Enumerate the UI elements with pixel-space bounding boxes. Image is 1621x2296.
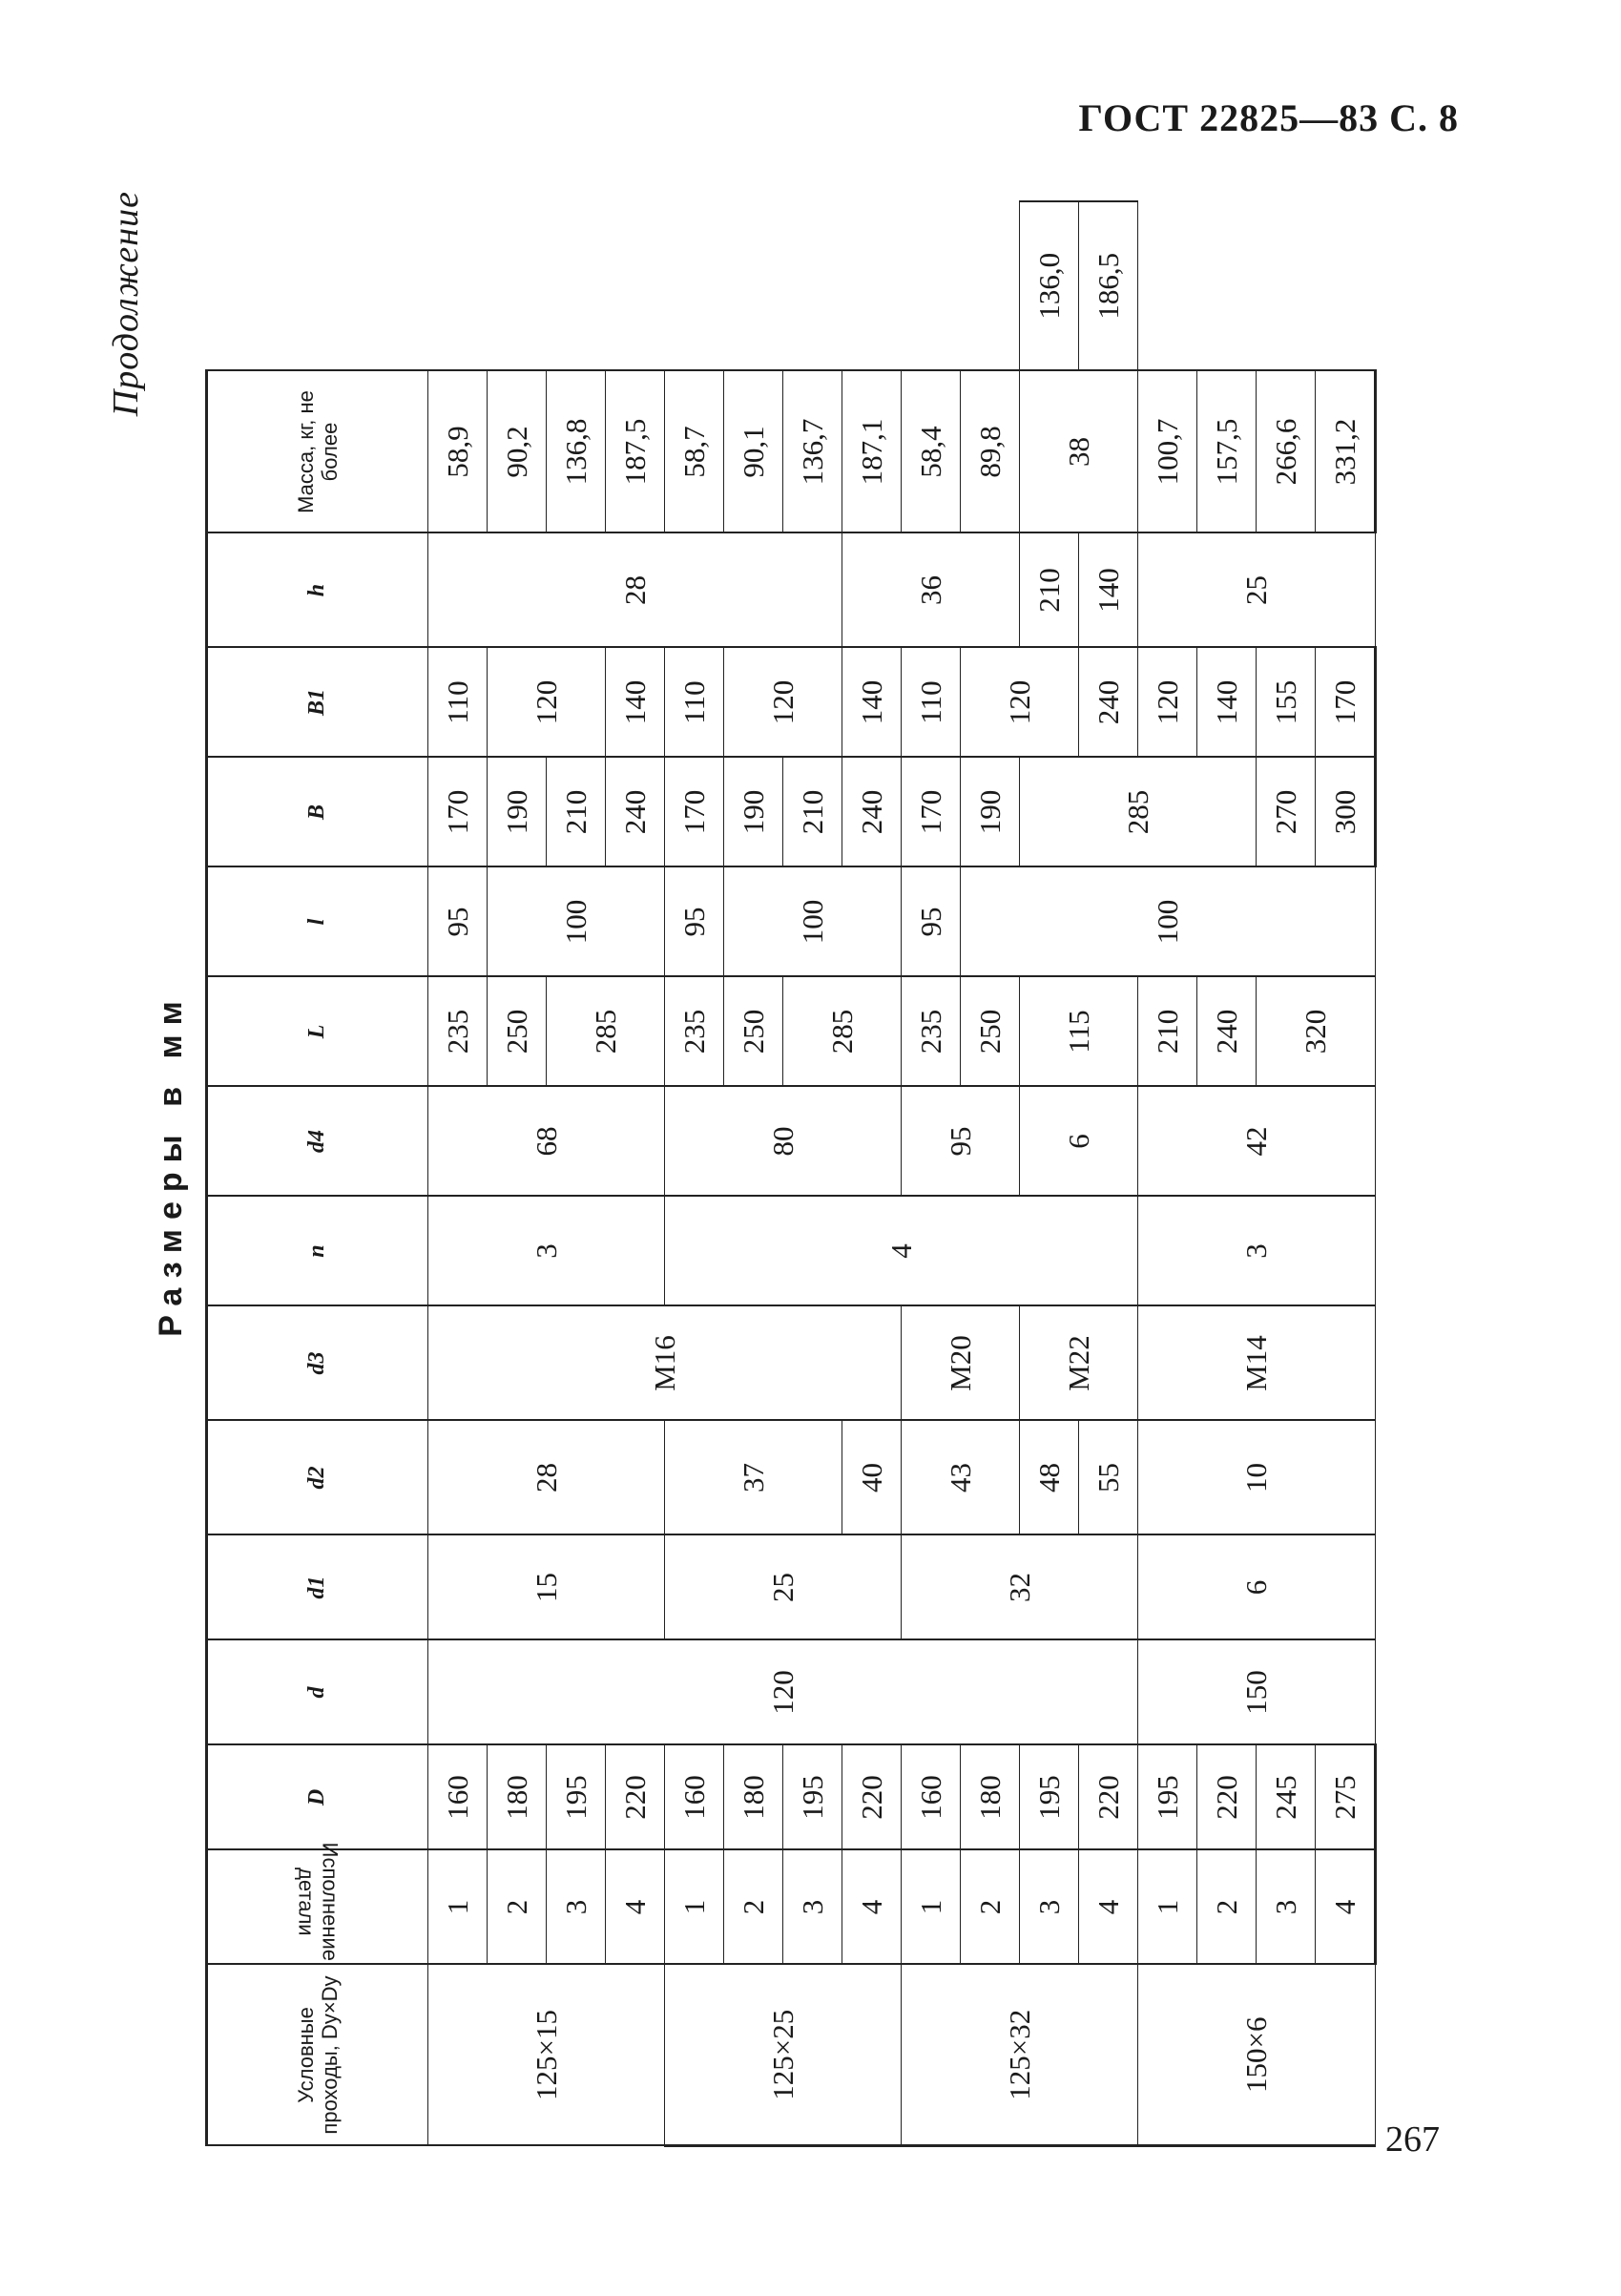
cell-L: 250 (488, 977, 547, 1087)
cell-D: 160 (428, 1745, 488, 1850)
cell-d2: 28 (428, 1421, 665, 1535)
cell-passage: 125×25 (665, 1965, 902, 2146)
cell-d2: 48 (1020, 1421, 1079, 1535)
cell-exec: 4 (1316, 1850, 1376, 1965)
cell-d3: M20 (902, 1306, 1020, 1421)
table-caption: Размеры в мм (153, 991, 189, 1337)
cell-D: 180 (724, 1745, 783, 1850)
cell-exec: 3 (1020, 1850, 1079, 1965)
cell-B1: 110 (428, 648, 488, 758)
cell-B1: 140 (1197, 648, 1257, 758)
cell-D: 220 (1197, 1745, 1257, 1850)
cell-d4: 80 (665, 1087, 902, 1197)
cell-passage: 150×6 (1138, 1965, 1376, 2146)
cell-L: 285 (783, 977, 902, 1087)
cell-d3: M14 (1138, 1306, 1376, 1421)
cell-mass: 157,5 (1197, 371, 1257, 533)
col-d1: d1 (207, 1535, 428, 1640)
cell-B: 190 (488, 758, 547, 867)
cell-mass: 187,5 (606, 371, 665, 533)
cell-l: 100 (488, 867, 665, 977)
cell-B1: 110 (902, 648, 961, 758)
table-row (902, 201, 961, 2146)
cell-mass: 90,2 (488, 371, 547, 533)
cell-D: 195 (1020, 1745, 1079, 1850)
cell-B: 190 (724, 758, 783, 867)
col-execution-label: Исполнение детали (294, 1843, 343, 1962)
table-row (1138, 201, 1197, 2146)
cell-D: 220 (842, 1745, 902, 1850)
cell-B1: 170 (1316, 648, 1376, 758)
cell-D: 160 (902, 1745, 961, 1850)
cell-n: 3 (1138, 1197, 1376, 1306)
cell-d4: 95 (902, 1087, 1020, 1197)
cell-B1: 155 (1257, 648, 1316, 758)
col-d2: d2 (207, 1421, 428, 1535)
cell-L: 250 (961, 977, 1020, 1087)
continuation-label: Продолжение (106, 191, 146, 417)
cell-d4: 42 (1138, 1087, 1376, 1197)
cell-L: 285 (1020, 758, 1257, 867)
cell-n: 3 (428, 1197, 665, 1306)
cell-l: 100 (724, 867, 902, 977)
cell-B: 210 (783, 758, 842, 867)
cell-d4: 68 (428, 1087, 665, 1197)
cell-B: 210 (547, 758, 606, 867)
col-L: L (207, 977, 428, 1087)
cell-mass: 136,7 (783, 371, 842, 533)
cell-B: 210 (1020, 533, 1079, 648)
cell-l: 95 (428, 867, 488, 977)
cell-d1: 15 (428, 1535, 665, 1640)
cell-exec: 1 (1138, 1850, 1197, 1965)
cell-d3: M16 (428, 1306, 902, 1421)
cell-exec: 2 (488, 1850, 547, 1965)
cell-B1: 120 (961, 648, 1079, 758)
cell-B1: 120 (1138, 648, 1197, 758)
cell-l: 100 (961, 867, 1376, 977)
cell-D: 220 (606, 1745, 665, 1850)
cell-passage: 125×32 (902, 1965, 1138, 2146)
cell-d2: 43 (902, 1421, 1020, 1535)
cell-exec: 2 (961, 1850, 1020, 1965)
cell-B: 240 (1197, 977, 1257, 1087)
cell-h: 36 (842, 533, 1020, 648)
cell-mass: 58,7 (665, 371, 724, 533)
cell-B: 240 (606, 758, 665, 867)
cell-D: 180 (961, 1745, 1020, 1850)
cell-mass: 100,7 (1138, 371, 1197, 533)
cell-mass: 266,6 (1257, 371, 1316, 533)
cell-d1: 25 (665, 1535, 902, 1640)
cell-mass: 90,1 (724, 371, 783, 533)
col-execution (207, 1843, 428, 1965)
col-h: h (207, 533, 428, 648)
cell-exec: 3 (783, 1850, 842, 1965)
cell-mass: 89,8 (961, 371, 1020, 533)
cell-mass: 186,5 (1079, 201, 1138, 371)
col-mass: Масса, кг, не более (207, 371, 428, 533)
col-D: D (207, 1745, 428, 1850)
cell-d2: 40 (842, 1421, 902, 1535)
cell-B: 190 (961, 758, 1020, 867)
cell-B: 170 (902, 758, 961, 867)
cell-d: 150 (1138, 1640, 1376, 1745)
col-n: n (207, 1197, 428, 1306)
cell-n: 6 (1020, 1087, 1138, 1197)
cell-D: 195 (547, 1745, 606, 1850)
cell-mass: 136,8 (547, 371, 606, 533)
cell-L: 235 (902, 977, 961, 1087)
cell-L: 235 (665, 977, 724, 1087)
table-row (428, 201, 488, 2146)
cell-B: 240 (1079, 648, 1138, 758)
cell-B1: 120 (724, 648, 842, 758)
cell-B: 240 (842, 758, 902, 867)
cell-d4: 115 (1020, 977, 1138, 1087)
table-row (1020, 201, 1079, 2146)
col-d: d (207, 1640, 428, 1745)
cell-exec: 3 (1257, 1850, 1316, 1965)
cell-B1: 120 (488, 648, 606, 758)
cell-n: 4 (665, 1197, 1138, 1306)
cell-L: 285 (547, 977, 665, 1087)
cell-mass: 58,9 (428, 371, 488, 533)
cell-mass: 58,4 (902, 371, 961, 533)
cell-exec: 2 (1197, 1850, 1257, 1965)
cell-exec: 1 (428, 1850, 488, 1965)
cell-l: 95 (665, 867, 724, 977)
cell-exec: 4 (1079, 1850, 1138, 1965)
cell-d2: 55 (1079, 1421, 1138, 1535)
col-B1: B1 (207, 648, 428, 758)
cell-B: 170 (665, 758, 724, 867)
cell-exec: 1 (665, 1850, 724, 1965)
rotated-table-block (105, 172, 1460, 2157)
col-l: l (207, 867, 428, 977)
cell-d2: 37 (665, 1421, 842, 1535)
cell-mass: 136,0 (1020, 201, 1079, 371)
cell-B: 170 (428, 758, 488, 867)
cell-h: 28 (428, 533, 842, 648)
cell-D: 245 (1257, 1745, 1316, 1850)
cell-exec: 2 (724, 1850, 783, 1965)
cell-L: 235 (428, 977, 488, 1087)
cell-B: 270 (1257, 758, 1316, 867)
cell-d1: 6 (1138, 1535, 1376, 1640)
cell-B: 300 (1316, 758, 1376, 867)
cell-exec: 4 (606, 1850, 665, 1965)
cell-exec: 1 (902, 1850, 961, 1965)
cell-d3: M22 (1020, 1306, 1138, 1421)
table-header-row (207, 201, 428, 2146)
cell-B1: 140 (842, 648, 902, 758)
cell-d1: 32 (902, 1535, 1138, 1640)
cell-h: 25 (1138, 533, 1376, 648)
cell-D: 275 (1316, 1745, 1376, 1850)
cell-h: 38 (1020, 371, 1138, 533)
cell-l: 95 (902, 867, 961, 977)
page-header: ГОСТ 22825—83 С. 8 (1078, 96, 1459, 139)
cell-d: 120 (428, 1640, 1138, 1745)
col-d4: d4 (207, 1087, 428, 1197)
dimensions-table (205, 200, 1377, 2147)
cell-D: 220 (1079, 1745, 1138, 1850)
cell-D: 180 (488, 1745, 547, 1850)
cell-exec: 3 (547, 1850, 606, 1965)
cell-D: 195 (783, 1745, 842, 1850)
col-d3: d3 (207, 1306, 428, 1421)
cell-mass: 187,1 (842, 371, 902, 533)
table-row (665, 201, 724, 2146)
col-passage: Условные проходы, Dy×Dy (207, 1965, 428, 2146)
cell-L: 320 (1257, 977, 1376, 1087)
cell-B1: 140 (606, 648, 665, 758)
page-number: 267 (1385, 2119, 1440, 2160)
cell-exec: 4 (842, 1850, 902, 1965)
cell-mass: 331,2 (1316, 371, 1376, 533)
cell-B: 210 (1138, 977, 1197, 1087)
cell-L: 250 (724, 977, 783, 1087)
col-B: B (207, 758, 428, 867)
cell-passage: 125×15 (428, 1965, 665, 2146)
cell-B1: 110 (665, 648, 724, 758)
cell-B1: 140 (1079, 533, 1138, 648)
cell-D: 160 (665, 1745, 724, 1850)
cell-d2: 10 (1138, 1421, 1376, 1535)
cell-D: 195 (1138, 1745, 1197, 1850)
